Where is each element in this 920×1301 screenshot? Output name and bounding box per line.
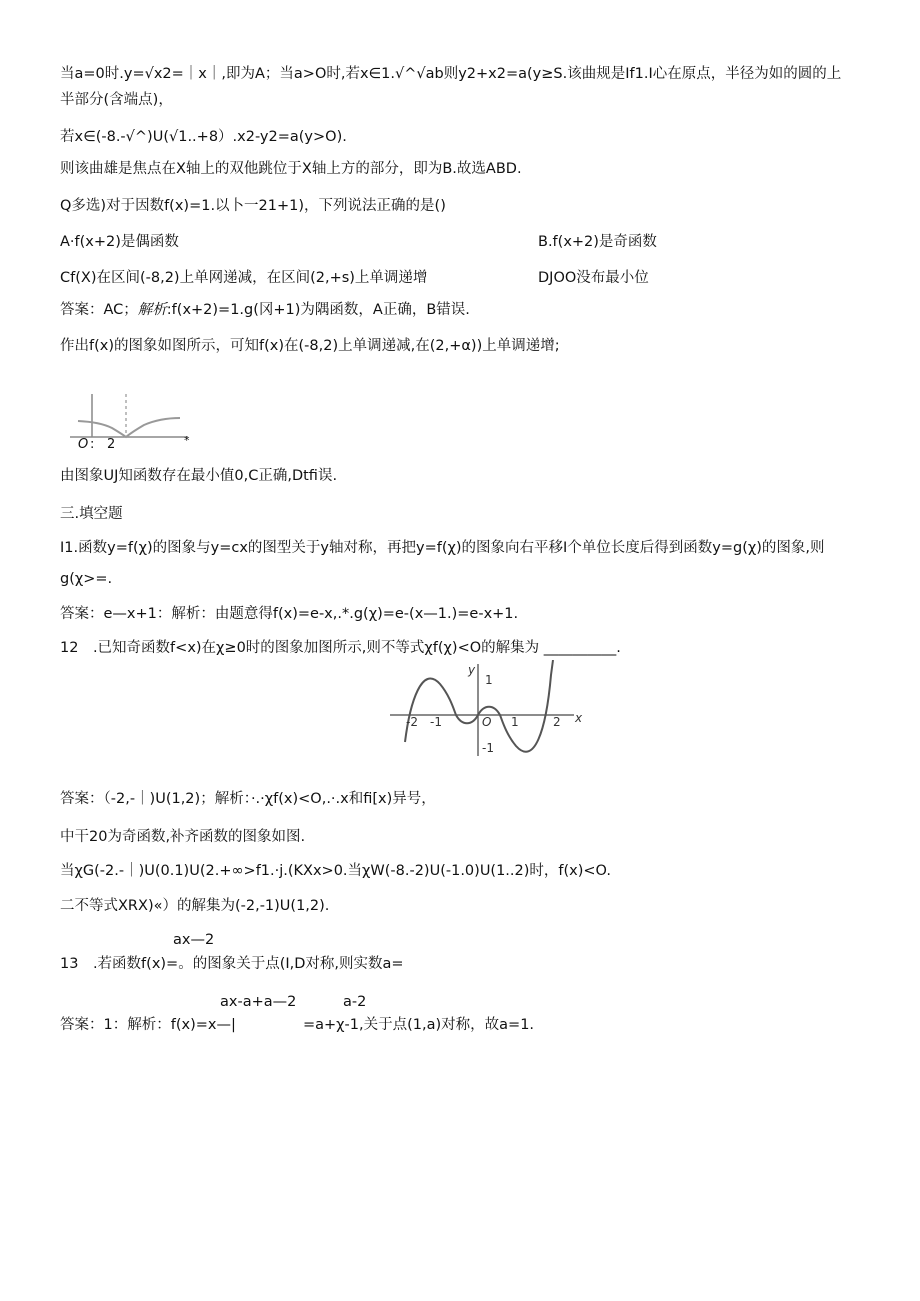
figure2-tick-x-neg2: -2 <box>406 715 418 729</box>
figure-abs-graph <box>60 388 200 450</box>
question-13: 13 .若函数f(x)=。的图象关于点(I,D对称,则实数a= <box>60 956 404 972</box>
figure2-tick-x-1: 1 <box>511 715 519 729</box>
option-d: DJOO没布最小位 <box>538 270 649 286</box>
answer-13-numerator-1: ax-a+a—2 <box>220 994 297 1010</box>
option-c: Cf(X)在区间(-8,2)上单网递减，在区间(2,+s)上单调递增 <box>60 270 428 286</box>
figure2-tick-y-neg1: -1 <box>482 741 494 755</box>
section-heading: 三.填空题 <box>60 506 123 522</box>
question-11-line-2: g(χ>=. <box>60 571 113 587</box>
question-10: Q多选)对于因数f(x)=1.以卜一21+1)，下列说法正确的是() <box>60 198 446 214</box>
text-line-4: 则该曲雄是焦点在X轴上的双他跳位于X轴上方的部分，即为B.故选ABD. <box>60 161 522 177</box>
figure2-tick-x-neg1: -1 <box>430 715 442 729</box>
answer-10-label: 答案：AC； <box>60 302 138 318</box>
figure1-x-mark: 2 <box>107 437 116 450</box>
text-line-7: 由图象UJ知函数存在最小值0,C正确,Dtfi误. <box>60 468 338 484</box>
text-line-3: 若x∈(-8.-√^)U(√1..+8）.x2-y2=a(y>O). <box>60 129 347 145</box>
text-line-10: 二不等式XRX)«）的解集为(-2,-1)U(1,2). <box>60 898 330 914</box>
answer-13: 答案：1：解析：f(x)=x—| <box>60 1017 236 1033</box>
question-12: 12 .已知奇函数f<x)在χ≥0时的图象加图所示,则不等式χf(χ)<O的解集为 __________. <box>60 640 621 656</box>
text-line-6: 作出f(x)的图象如图所示，可知f(x)在(-8,2)上单调递减,在(2,+α))上单调递增; <box>60 338 560 354</box>
text-line-8: 中干20为奇函数,补齐函数的图象如图. <box>60 829 306 845</box>
figure2-tick-y-1: 1 <box>485 673 493 687</box>
answer-12: 答案：（-2,-｜)U(1,2)；解析：·.·χf(x)<O,.·.x和fi[x)异号， <box>60 791 436 807</box>
figure2-x-label: x <box>575 711 583 725</box>
option-b: B.f(x+2)是奇函数 <box>538 234 657 250</box>
answer-10-jiexi: 解析 <box>137 302 167 318</box>
answer-11: 答案：e—x+1：解析：由题意得f(x)=e-x,.*.g(χ)=e-(x—1.)=e-x+1. <box>60 606 519 622</box>
answer-13-continued: =a+χ-1,关于点(1,a)对称，故a=1. <box>303 1017 535 1033</box>
figure1-colon: : <box>90 437 95 450</box>
answer-10-text: :f(x+2)=1.g(冈+1)为隅函数，A正确，B错误. <box>166 302 470 318</box>
answer-10 <box>60 300 470 320</box>
option-a: A·f(x+2)是偶函数 <box>60 234 179 250</box>
figure1-curve <box>78 418 180 437</box>
question-11-line-1: I1.函数y=f(χ)的图象与y=cx的图型关于y轴对称，再把y=f(χ)的图象向右平移I个单位长度后得到函数y=g(χ)的图象,则 <box>60 540 825 556</box>
figure-odd-function-graph <box>388 660 588 760</box>
text-line-1: 当a=0时.y=√x2=｜x｜,即为A；当a>O时,若x∈1.√^√ab则y2+x2=a(y≥S.该曲规是If1.I心在原点，半径为如的圆的上 <box>60 66 842 82</box>
text-line-2: 半部分(含端点)， <box>60 92 173 108</box>
text-line-9: 当χG(-2.-｜)U(0.1)U(2.+∞>f1.·j.(KXx>0.当χW(-8.-2)U(-1.0)U(1..2)时，f(x)<O. <box>60 863 611 879</box>
figure2-y-label: y <box>468 663 476 677</box>
figure2-tick-x-2: 2 <box>553 715 561 729</box>
figure2-curve <box>405 660 553 752</box>
question-13-numerator: ax—2 <box>173 932 215 948</box>
figure1-arrow: * <box>184 434 190 447</box>
figure1-origin: O <box>78 437 89 450</box>
figure2-origin: O <box>482 715 492 729</box>
answer-13-numerator-2: a-2 <box>343 994 367 1010</box>
